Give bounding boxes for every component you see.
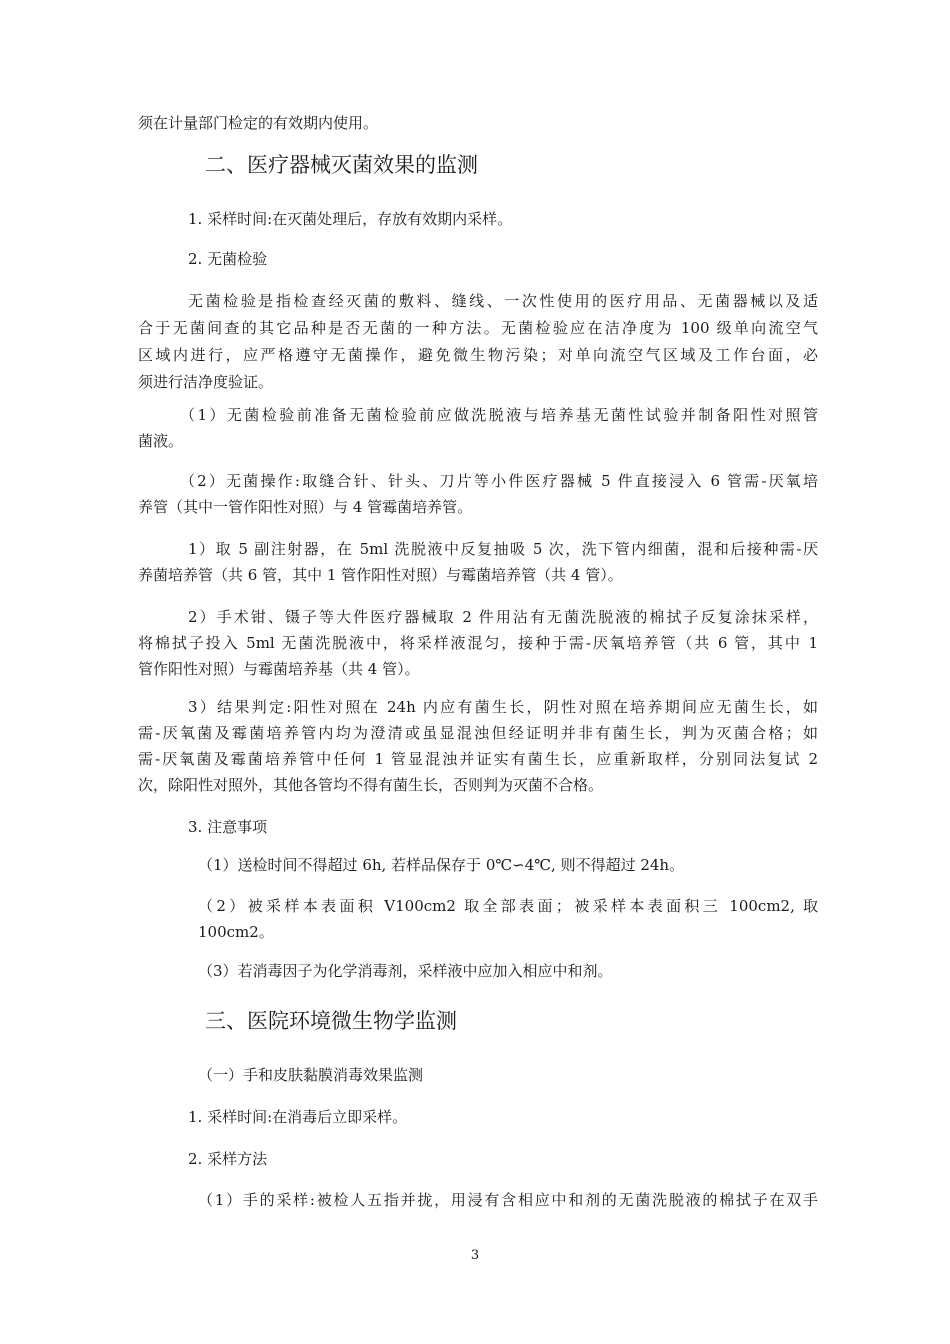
paragraph-line: （1）送检时间不得超过 6h, 若样品保存于 0℃∽4℃, 则不得超过 24h。 (198, 856, 685, 874)
paragraph-line: （1）无菌检验前准备无菌检验前应做洗脱液与培养基无菌性试验并制备阳性对照管 (180, 406, 818, 424)
subsection-heading: （一）手和皮肤黏膜消毒效果监测 (198, 1066, 424, 1084)
text-line: 须在计量部门检定的有效期内使用。 (138, 114, 379, 132)
paragraph-line: （1）手的采样:被检人五指并拢，用浸有含相应中和剂的无菌洗脱液的棉拭子在双手 (198, 1191, 818, 1209)
list-item: 2. 无菌检验 (188, 250, 268, 268)
paragraph-line: 需-厌氧菌及霉菌培养管中任何 1 管显混浊并证实有菌生长，应重新取样，分别同法复试 2 (138, 750, 818, 768)
paragraph-line: 养菌培养管（共 6 管，其中 1 管作阳性对照）与霉菌培养管（共 4 管）。 (138, 566, 623, 584)
paragraph-line: 需-厌氧菌及霉菌培养管内均为澄清或虽显混浊但经证明并非有菌生长，判为灭菌合格；如 (138, 724, 818, 742)
paragraph-line: 养管（其中一管作阳性对照）与 4 管霉菌培养管。 (138, 498, 473, 516)
paragraph-line: 菌液。 (138, 432, 184, 450)
paragraph-line: 无菌检验是指检查经灭菌的敷料、缝线、一次性使用的医疗用品、无菌器械以及适 (188, 292, 818, 310)
section-heading: 三、医院环境微生物学监测 (205, 1009, 457, 1033)
paragraph-line: 须进行洁净度验证。 (138, 373, 274, 391)
paragraph-line: 100cm2。 (198, 923, 274, 941)
paragraph-line: 2）手术钳、镊子等大件医疗器械取 2 件用沾有无菌洗脱液的棉拭子反复涂抹采样， (188, 608, 818, 626)
page-number: 3 (470, 1248, 480, 1263)
paragraph-line: （3）若消毒因子为化学消毒剂，采样液中应加入相应中和剂。 (198, 962, 613, 980)
paragraph-line: 将棉拭子投入 5ml 无菌洗脱液中，将采样液混匀，接种于需-厌氧培养管（共 6 管，其中 1 (138, 634, 818, 652)
paragraph-line: 1）取 5 副注射器，在 5ml 洗脱液中反复抽吸 5 次，洗下管内细菌，混和后接种需-厌 (188, 540, 818, 558)
paragraph-line: 区域内进行，应严格遵守无菌操作，避免微生物污染；对单向流空气区域及工作台面，必 (138, 346, 818, 364)
list-item: 3. 注意事项 (188, 818, 268, 836)
paragraph-line: 合于无菌间查的其它品种是否无菌的一种方法。无菌检验应在洁净度为 100 级单向流空气 (138, 319, 818, 337)
paragraph-line: 3）结果判定:阳性对照在 24h 内应有菌生长，阴性对照在培养期间应无菌生长，如 (188, 698, 818, 716)
section-heading: 二、医疗器械灭菌效果的监测 (205, 153, 478, 177)
list-item: 1. 采样时间:在消毒后立即采样。 (188, 1108, 408, 1126)
paragraph-line: （2）无菌操作:取缝合针、针头、刀片等小件医疗器械 5 件直接浸入 6 管需-厌氧培 (180, 472, 818, 490)
paragraph-line: 次，除阳性对照外，其他各管均不得有菌生长，否则判为灭菌不合格。 (138, 776, 604, 794)
list-item: 1. 采样时间:在灭菌处理后，存放有效期内采样。 (188, 210, 513, 228)
paragraph-line: 管作阳性对照）与霉菌培养基（共 4 管）。 (138, 660, 420, 678)
list-item: 2. 采样方法 (188, 1150, 268, 1168)
paragraph-line: （2）被采样本表面积 V100cm2 取全部表面；被采样本表面积三 100cm2, 取 (198, 897, 818, 915)
